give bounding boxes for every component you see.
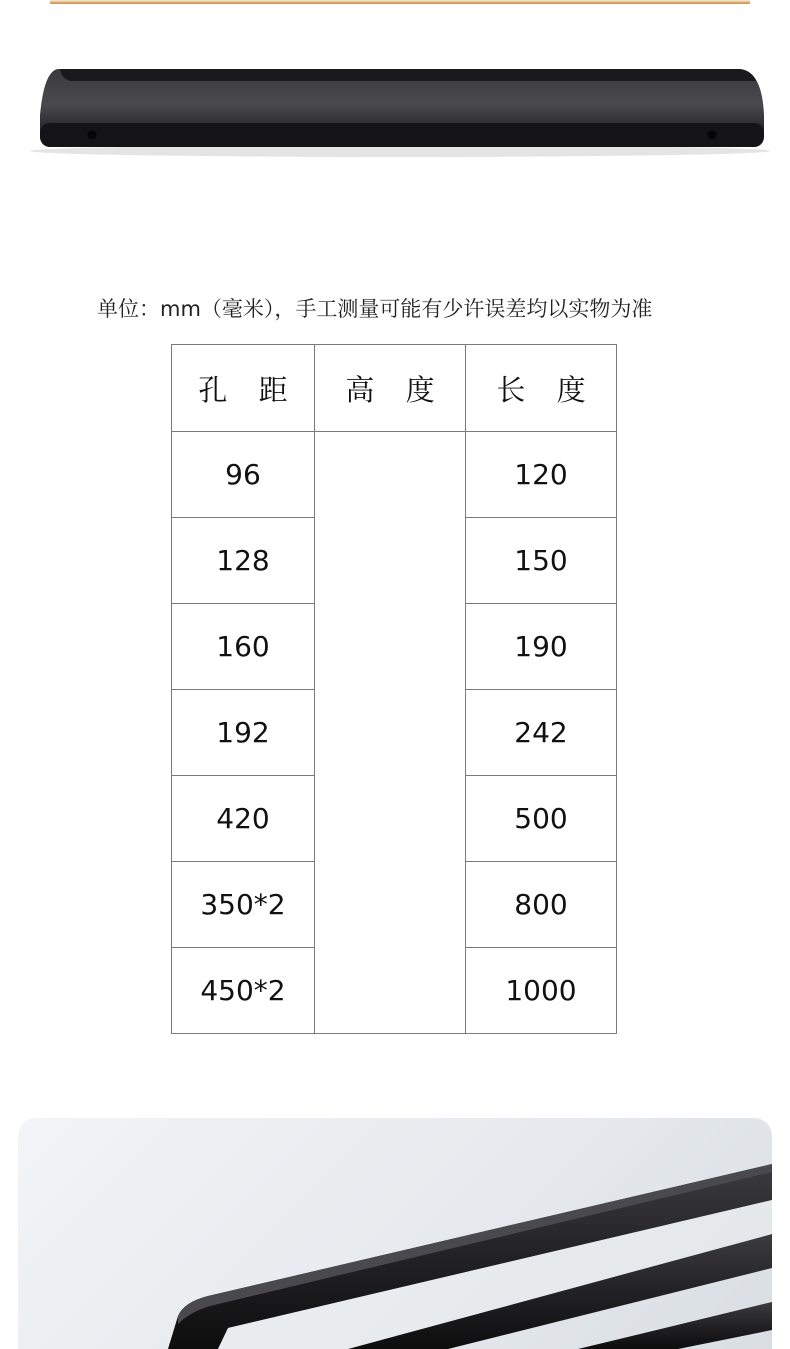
hole-spacing-cell: 96 bbox=[172, 432, 315, 518]
header-length: 长 度 bbox=[466, 345, 617, 432]
hole-spacing-cell: 128 bbox=[172, 518, 315, 604]
hole-spacing-cell: 350*2 bbox=[172, 862, 315, 948]
length-cell: 190 bbox=[466, 604, 617, 690]
hole-spacing-cell: 420 bbox=[172, 776, 315, 862]
height-cell bbox=[315, 432, 466, 1034]
hole-spacing-cell: 160 bbox=[172, 604, 315, 690]
top-product-edge bbox=[50, 0, 750, 4]
length-cell: 120 bbox=[466, 432, 617, 518]
hole-spacing-cell: 192 bbox=[172, 690, 315, 776]
handles-closeup-photo bbox=[18, 1118, 772, 1349]
hole-spacing-cell: 450*2 bbox=[172, 948, 315, 1034]
unit-note: 单位：mm（毫米），手工测量可能有少许误差均以实物为准 bbox=[97, 297, 653, 321]
table-row bbox=[172, 432, 617, 518]
size-spec-table bbox=[171, 344, 617, 1034]
header-height: 高 度 bbox=[315, 345, 466, 432]
length-cell: 150 bbox=[466, 518, 617, 604]
handle-product-image bbox=[0, 55, 790, 165]
screw-hole-left bbox=[88, 131, 97, 140]
length-cell: 800 bbox=[466, 862, 617, 948]
length-cell: 242 bbox=[466, 690, 617, 776]
header-hole-spacing: 孔 距 bbox=[172, 345, 315, 432]
table-header-row bbox=[172, 345, 617, 432]
length-cell: 500 bbox=[466, 776, 617, 862]
screw-hole-right bbox=[708, 131, 717, 140]
length-cell: 1000 bbox=[466, 948, 617, 1034]
